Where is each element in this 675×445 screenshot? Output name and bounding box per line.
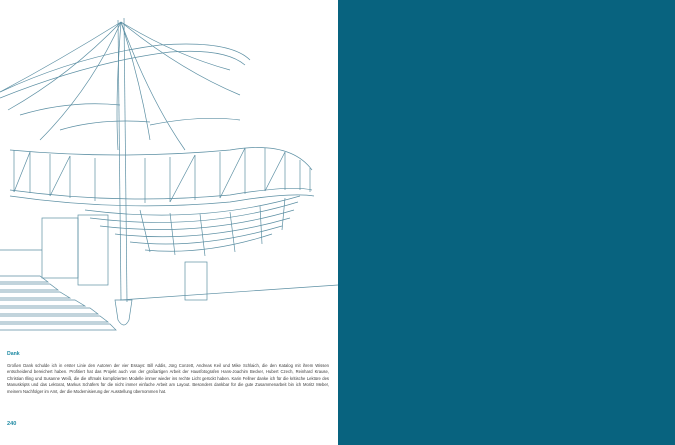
acknowledgements-text: Großen Dank schulde ich in erster Linie den Autoren der vier Essays: Bill Addis, Jürg Conzett, Andreas Keil und Mike Schlaich, die den Katalog mit ihrem Wissen entscheidend bereichert haben. Profitiert hat das Projekt auch von der großartigen Arbeit der Hausfotografen Hans-Joachim Becker, Hubert Czech, Reinhard Krause, Christian Illing und Susanne Weiß, die die oftmals komplizierten Modelle immer wieder ins rechte Licht gerückt haben. Karin Fellner danke ich für die kritische Lektüre des Manuskripts und das Lektorat, Markus Schäfers für die nicht immer einfache Arbeit am Layout. Besonders dankbar für die gute Zusammenarbeit bin ich Moritz Meber, meinem Nachfolger im Amt, der die Modernisierung der Ausstellung übernommen hat. <box>7 363 329 394</box>
section-heading: Dank <box>7 351 20 357</box>
stadium-line-drawing <box>0 0 338 345</box>
page-number: 240 <box>7 421 17 427</box>
right-page-color-panel <box>338 0 675 445</box>
